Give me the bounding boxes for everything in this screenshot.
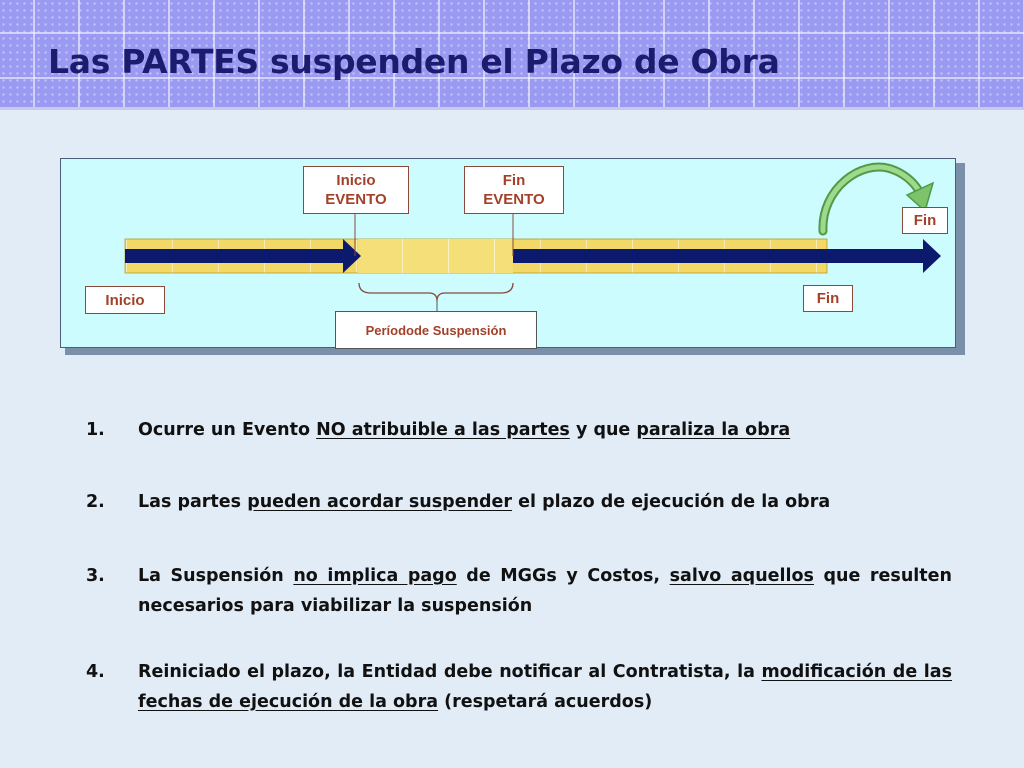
fin-evento-label [464,166,564,214]
list-item [86,487,952,517]
item-number: 4. [86,662,105,682]
item-text: La Suspensión no implica pago de MGGs y Costos, salvo aquellos que resulten necesarios para viabilizar la suspensión [138,566,952,616]
suspension-segment [358,239,513,273]
inicio-evento-line2: EVENTO [325,191,387,208]
suspension-brace [359,283,513,301]
fin-nuevo-label: Fin [902,207,948,234]
item-number: 2. [86,492,105,512]
item-text: Las partes pueden acordar suspender el plazo de ejecución de la obra [138,492,831,512]
slide-title: Las PARTES suspenden el Plazo de Obra [48,42,780,81]
periodo-suspension-label: Períodode Suspensión [335,311,537,349]
timeline-diagram [60,158,956,348]
item-number: 1. [86,420,105,440]
item-text: Ocurre un Evento NO atribuible a las partes y que paraliza la obra [138,420,791,440]
fin-evento-line2: EVENTO [483,191,545,208]
item-text: Reiniciado el plazo, la Entidad debe notificar al Contratista, la modificación de las fechas de ejecución de la obra (respetará acuerdos) [138,662,952,712]
fin-original-label: Fin [803,285,853,312]
list-item [86,415,952,445]
inicio-label: Inicio [85,286,165,314]
inicio-evento-label [303,166,409,214]
title-band [0,0,1024,110]
fin-evento-line1: Fin [502,172,526,189]
list-item [86,657,952,717]
list-item [86,561,952,621]
inicio-evento-line1: Inicio [336,172,376,189]
item-number: 3. [86,566,105,586]
